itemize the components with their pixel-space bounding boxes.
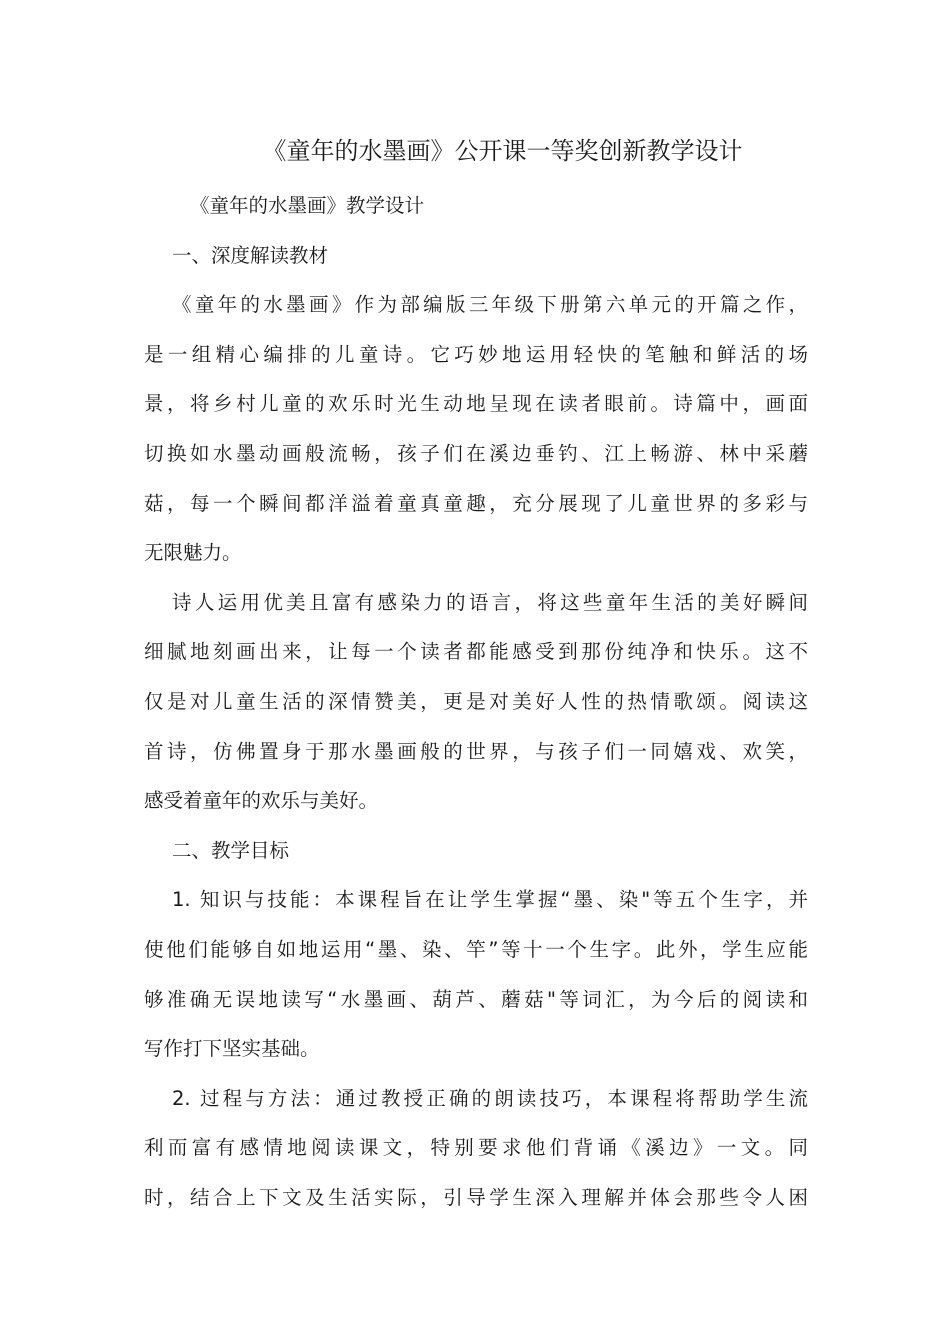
objective-item-1 <box>144 875 808 1073</box>
paragraph-2 <box>144 578 808 826</box>
objective-item-2 <box>144 1074 808 1223</box>
paragraph-line: 写作打下坚实基础。 <box>144 1037 320 1061</box>
paragraph-line: 1. 知识与技能：本课程旨在让学生掌握“墨、染"等五个生字，并 <box>172 888 808 912</box>
document-title: 《童年的水墨画》公开课一等奖创新教学设计 <box>262 137 743 165</box>
paragraph-line: 诗人运用优美且富有感染力的语言，将这些童年生活的美好瞬间 <box>172 590 808 614</box>
paragraph-line: 《童年的水墨画》作为部编版三年级下册第六单元的开篇之作， <box>172 293 808 317</box>
document-subtitle: 《童年的水墨画》教学设计 <box>190 194 425 217</box>
paragraph-line: 是一组精心编排的儿童诗。它巧妙地运用轻快的笔触和鲜活的场 <box>144 342 808 366</box>
paragraph-1 <box>144 280 808 578</box>
paragraph-line: 无限魅力。 <box>144 541 242 565</box>
paragraph-line: 首诗，仿佛置身于那水墨画般的世界，与孩子们一同嬉戏、欢笑， <box>144 739 808 763</box>
section-heading-2: 二、教学目标 <box>172 838 290 862</box>
paragraph-line: 感受着童年的欢乐与美好。 <box>144 789 379 813</box>
paragraph-line: 2. 过程与方法：通过教授正确的朗读技巧，本课程将帮助学生流 <box>172 1086 808 1110</box>
paragraph-line: 时，结合上下文及生活实际，引导学生深入理解并体会那些令人困 <box>144 1185 808 1209</box>
document-body <box>144 181 808 1222</box>
paragraph-line: 菇，每一个瞬间都洋溢着童真童趣，充分展现了儿童世界的多彩与 <box>144 491 808 515</box>
paragraph-line: 仅是对儿童生活的深情赞美，更是对美好人性的热情歌颂。阅读这 <box>144 689 808 713</box>
paragraph-line: 切换如水墨动画般流畅，孩子们在溪边垂钓、江上畅游、林中采蘑 <box>144 441 808 465</box>
paragraph-line: 利而富有感情地阅读课文，特别要求他们背诵《溪边》一文。同 <box>144 1136 808 1160</box>
paragraph-line: 够准确无误地读写“水墨画、葫芦、蘑菇"等词汇，为今后的阅读和 <box>144 987 808 1011</box>
paragraph-line: 细腻地刻画出来，让每一个读者都能感受到那份纯净和快乐。这不 <box>144 640 808 664</box>
section-heading-1: 一、深度解读教材 <box>172 243 329 267</box>
paragraph-line: 景，将乡村儿童的欢乐时光生动地呈现在读者眼前。诗篇中，画面 <box>144 392 808 416</box>
paragraph-line: 使他们能够自如地运用“墨、染、竿”等十一个生字。此外，学生应能 <box>144 937 808 961</box>
